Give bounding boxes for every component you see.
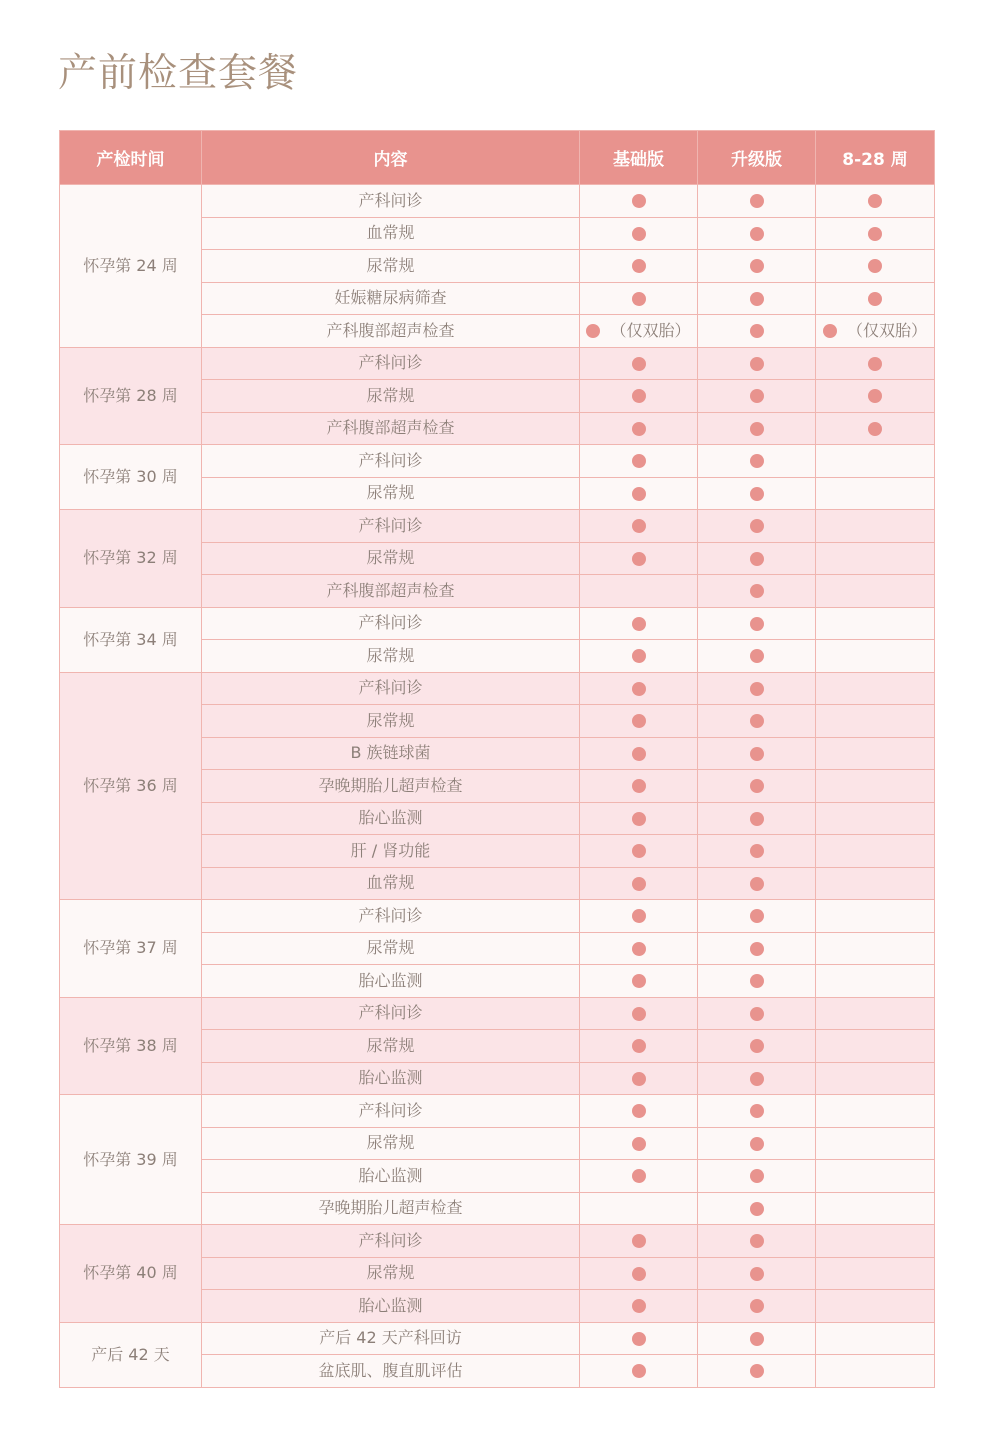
plan-cell-upgrade (698, 705, 816, 738)
exam-time-cell: 怀孕第 40 周 (60, 1225, 202, 1323)
plan-cell-upgrade (698, 607, 816, 640)
included-dot-icon (632, 877, 646, 891)
plan-cell-basic (580, 1192, 698, 1225)
plan-cell-upgrade (698, 217, 816, 250)
plan-cell-week828 (816, 1127, 935, 1160)
plan-cell-basic (580, 575, 698, 608)
exam-content-cell: 胎心监测 (202, 1062, 580, 1095)
plan-cell-basic (580, 607, 698, 640)
plan-cell-upgrade (698, 510, 816, 543)
plan-cell-basic (580, 672, 698, 705)
exam-content-cell: 尿常规 (202, 640, 580, 673)
included-dot-icon (632, 747, 646, 761)
plan-cell-week828 (816, 477, 935, 510)
plan-cell-upgrade (698, 1225, 816, 1258)
exam-content-cell: 尿常规 (202, 1257, 580, 1290)
plan-cell-basic (580, 1160, 698, 1193)
plan-cell-week828 (816, 1192, 935, 1225)
included-dot-icon (632, 714, 646, 728)
included-dot-icon (632, 942, 646, 956)
plan-cell-basic (580, 217, 698, 250)
plan-cell-upgrade (698, 770, 816, 803)
included-dot-icon (632, 1072, 646, 1086)
exam-content-cell: 产科腹部超声检查 (202, 575, 580, 608)
plan-cell-basic (580, 1257, 698, 1290)
plan-cell-upgrade (698, 1030, 816, 1063)
exam-content-cell: 产科问诊 (202, 1095, 580, 1128)
plan-cell-upgrade (698, 900, 816, 933)
exam-content-cell: B 族链球菌 (202, 737, 580, 770)
plan-cell-week828 (816, 575, 935, 608)
plan-cell-basic (580, 510, 698, 543)
exam-content-cell: 尿常规 (202, 705, 580, 738)
plan-cell-upgrade (698, 802, 816, 835)
exam-content-cell: 尿常规 (202, 477, 580, 510)
exam-content-cell: 肝 / 肾功能 (202, 835, 580, 868)
column-header-week-8-28: 8-28 周 (816, 131, 935, 185)
plan-cell-basic (580, 802, 698, 835)
included-dot-icon (632, 1039, 646, 1053)
included-dot-icon (868, 389, 882, 403)
included-dot-icon (750, 909, 764, 923)
exam-content-cell: 尿常规 (202, 380, 580, 413)
exam-time-cell: 怀孕第 37 周 (60, 900, 202, 998)
exam-content-cell: 产科问诊 (202, 997, 580, 1030)
plan-cell-basic (580, 412, 698, 445)
included-dot-icon (750, 422, 764, 436)
included-dot-icon (750, 649, 764, 663)
included-dot-icon (632, 1007, 646, 1021)
exam-content-cell: 产科腹部超声检查 (202, 315, 580, 348)
plan-cell-week828 (816, 965, 935, 998)
included-dot-icon (750, 1202, 764, 1216)
included-dot-icon (632, 1267, 646, 1281)
included-dot-icon (632, 682, 646, 696)
exam-time-cell: 怀孕第 28 周 (60, 347, 202, 445)
exam-content-cell: 产科问诊 (202, 510, 580, 543)
plan-cell-week828 (816, 737, 935, 770)
plan-cell-upgrade (698, 1192, 816, 1225)
included-dot-icon (632, 1234, 646, 1248)
exam-content-cell: 尿常规 (202, 1127, 580, 1160)
exam-time-cell: 怀孕第 36 周 (60, 672, 202, 900)
exam-time-cell: 怀孕第 34 周 (60, 607, 202, 672)
table-row (60, 672, 935, 705)
plan-cell-upgrade (698, 445, 816, 478)
plan-cell-upgrade (698, 185, 816, 218)
plan-cell-week828 (816, 1160, 935, 1193)
included-dot-icon (750, 324, 764, 338)
included-dot-icon (750, 682, 764, 696)
table-row (60, 347, 935, 380)
exam-content-cell: 胎心监测 (202, 1290, 580, 1323)
plan-cell-basic (580, 737, 698, 770)
included-dot-icon (750, 194, 764, 208)
plan-cell-upgrade (698, 1095, 816, 1128)
included-dot-icon (750, 844, 764, 858)
included-dot-icon (823, 324, 837, 338)
plan-cell-upgrade (698, 997, 816, 1030)
included-dot-icon (750, 584, 764, 598)
plan-cell-basic (580, 445, 698, 478)
plan-cell-basic (580, 347, 698, 380)
plan-cell-week828 (816, 250, 935, 283)
plan-cell-week828 (816, 770, 935, 803)
plan-cell-upgrade (698, 1127, 816, 1160)
included-dot-icon (868, 227, 882, 241)
included-dot-icon (632, 617, 646, 631)
plan-cell-upgrade (698, 867, 816, 900)
included-dot-icon (632, 1364, 646, 1378)
included-dot-icon (750, 1332, 764, 1346)
column-header-time: 产检时间 (60, 131, 202, 185)
column-header-basic: 基础版 (580, 131, 698, 185)
plan-cell-upgrade (698, 965, 816, 998)
included-dot-icon (586, 324, 600, 338)
plan-cell-upgrade (698, 1355, 816, 1388)
plan-cell-week828 (816, 510, 935, 543)
included-dot-icon (632, 519, 646, 533)
exam-time-cell: 怀孕第 32 周 (60, 510, 202, 608)
plan-cell-basic (580, 900, 698, 933)
plan-cell-week828 (816, 867, 935, 900)
exam-content-cell: 产科问诊 (202, 672, 580, 705)
plan-cell-upgrade (698, 1257, 816, 1290)
included-dot-icon (632, 1169, 646, 1183)
exam-content-cell: 孕晚期胎儿超声检查 (202, 1192, 580, 1225)
plan-cell-basic (580, 932, 698, 965)
plan-cell-upgrade (698, 575, 816, 608)
included-dot-icon (750, 389, 764, 403)
plan-cell-upgrade (698, 1290, 816, 1323)
plan-cell-upgrade (698, 640, 816, 673)
table-row (60, 1322, 935, 1355)
included-dot-icon (632, 1332, 646, 1346)
plan-cell-basic (580, 380, 698, 413)
package-table (59, 130, 935, 1388)
exam-content-cell: 胎心监测 (202, 1160, 580, 1193)
included-dot-icon (632, 259, 646, 273)
plan-cell-week828 (816, 1062, 935, 1095)
exam-time-cell: 怀孕第 38 周 (60, 997, 202, 1095)
plan-cell-week828 (816, 1095, 935, 1128)
plan-cell-upgrade (698, 737, 816, 770)
plan-cell-basic (580, 705, 698, 738)
plan-cell-basic (580, 965, 698, 998)
table-header (60, 131, 935, 185)
included-dot-icon (750, 779, 764, 793)
included-dot-icon (750, 292, 764, 306)
exam-content-cell: 产科问诊 (202, 900, 580, 933)
included-dot-icon (632, 812, 646, 826)
included-dot-icon (750, 1364, 764, 1378)
plan-cell-upgrade (698, 932, 816, 965)
column-header-content: 内容 (202, 131, 580, 185)
exam-time-cell: 产后 42 天 (60, 1322, 202, 1387)
included-dot-icon (750, 1104, 764, 1118)
plan-cell-week828 (816, 640, 935, 673)
plan-cell-week828 (816, 1030, 935, 1063)
included-dot-icon (750, 974, 764, 988)
exam-content-cell: 尿常规 (202, 1030, 580, 1063)
included-dot-icon (750, 357, 764, 371)
included-dot-icon (750, 1072, 764, 1086)
plan-cell-week828 (816, 347, 935, 380)
exam-content-cell: 产科问诊 (202, 1225, 580, 1258)
exam-time-cell: 怀孕第 30 周 (60, 445, 202, 510)
plan-cell-upgrade (698, 1160, 816, 1193)
included-dot-icon (632, 194, 646, 208)
plan-cell-basic (580, 1225, 698, 1258)
included-dot-icon (632, 1104, 646, 1118)
included-dot-icon (632, 552, 646, 566)
included-dot-icon (632, 227, 646, 241)
plan-cell-week828 (816, 900, 935, 933)
plan-cell-week828 (816, 835, 935, 868)
exam-content-cell: 尿常规 (202, 932, 580, 965)
plan-cell-week828 (816, 672, 935, 705)
included-dot-icon (750, 227, 764, 241)
plan-cell-basic (580, 250, 698, 283)
plan-cell-basic (580, 640, 698, 673)
included-dot-icon (750, 617, 764, 631)
plan-cell-week828 (816, 315, 935, 348)
included-dot-icon (632, 779, 646, 793)
included-dot-icon (632, 1137, 646, 1151)
plan-cell-week828 (816, 705, 935, 738)
included-dot-icon (632, 487, 646, 501)
plan-cell-week828 (816, 282, 935, 315)
included-dot-icon (750, 259, 764, 273)
exam-content-cell: 产科问诊 (202, 445, 580, 478)
plan-cell-week828 (816, 542, 935, 575)
included-dot-icon (750, 942, 764, 956)
plan-cell-basic (580, 1030, 698, 1063)
plan-cell-week828 (816, 1322, 935, 1355)
included-dot-icon (750, 1267, 764, 1281)
included-dot-icon (632, 974, 646, 988)
plan-cell-basic (580, 1127, 698, 1160)
exam-content-cell: 盆底肌、腹直肌评估 (202, 1355, 580, 1388)
plan-cell-basic (580, 1095, 698, 1128)
included-dot-icon (632, 454, 646, 468)
exam-content-cell: 产科腹部超声检查 (202, 412, 580, 445)
exam-content-cell: 产科问诊 (202, 607, 580, 640)
exam-content-cell: 产科问诊 (202, 347, 580, 380)
included-dot-icon (750, 1169, 764, 1183)
plan-cell-week828 (816, 217, 935, 250)
exam-content-cell: 产后 42 天产科回访 (202, 1322, 580, 1355)
included-dot-icon (750, 1299, 764, 1313)
table-row (60, 900, 935, 933)
plan-cell-week828 (816, 185, 935, 218)
plan-cell-week828 (816, 1225, 935, 1258)
plan-cell-week828 (816, 445, 935, 478)
included-dot-icon (750, 747, 764, 761)
plan-cell-basic (580, 1322, 698, 1355)
plan-cell-upgrade (698, 282, 816, 315)
table-row (60, 510, 935, 543)
table-row (60, 445, 935, 478)
included-dot-icon (632, 389, 646, 403)
plan-cell-basic (580, 1062, 698, 1095)
included-dot-icon (632, 909, 646, 923)
plan-cell-week828 (816, 1257, 935, 1290)
included-dot-icon (750, 1234, 764, 1248)
plan-cell-upgrade (698, 672, 816, 705)
plan-cell-basic (580, 835, 698, 868)
exam-content-cell: 孕晚期胎儿超声检查 (202, 770, 580, 803)
plan-cell-basic (580, 185, 698, 218)
included-dot-icon (750, 877, 764, 891)
included-dot-icon (750, 1039, 764, 1053)
plan-cell-week828 (816, 932, 935, 965)
included-dot-icon (750, 552, 764, 566)
exam-content-cell: 胎心监测 (202, 802, 580, 835)
exam-time-cell: 怀孕第 39 周 (60, 1095, 202, 1225)
plan-cell-upgrade (698, 835, 816, 868)
column-header-upgrade: 升级版 (698, 131, 816, 185)
plan-cell-upgrade (698, 380, 816, 413)
plan-cell-upgrade (698, 412, 816, 445)
plan-note: （仅双胎） (846, 321, 927, 340)
exam-content-cell: 尿常规 (202, 250, 580, 283)
plan-cell-basic (580, 1355, 698, 1388)
table-row (60, 997, 935, 1030)
header-row (60, 131, 935, 185)
plan-cell-week828 (816, 412, 935, 445)
plan-cell-basic (580, 315, 698, 348)
exam-content-cell: 血常规 (202, 867, 580, 900)
included-dot-icon (632, 422, 646, 436)
included-dot-icon (868, 357, 882, 371)
plan-cell-week828 (816, 802, 935, 835)
included-dot-icon (632, 1299, 646, 1313)
exam-time-cell: 怀孕第 24 周 (60, 185, 202, 348)
table-row (60, 607, 935, 640)
plan-cell-basic (580, 770, 698, 803)
plan-cell-upgrade (698, 1322, 816, 1355)
included-dot-icon (632, 292, 646, 306)
plan-cell-upgrade (698, 347, 816, 380)
plan-cell-upgrade (698, 250, 816, 283)
plan-cell-week828 (816, 1355, 935, 1388)
included-dot-icon (868, 292, 882, 306)
plan-cell-basic (580, 867, 698, 900)
exam-content-cell: 胎心监测 (202, 965, 580, 998)
included-dot-icon (868, 422, 882, 436)
plan-cell-basic (580, 1290, 698, 1323)
table-row (60, 1095, 935, 1128)
included-dot-icon (750, 1137, 764, 1151)
included-dot-icon (868, 259, 882, 273)
page-title: 产前检查套餐 (58, 51, 299, 96)
table-body (60, 185, 935, 1388)
plan-cell-upgrade (698, 315, 816, 348)
exam-content-cell: 产科问诊 (202, 185, 580, 218)
plan-cell-basic (580, 542, 698, 575)
plan-cell-week828 (816, 380, 935, 413)
plan-cell-basic (580, 477, 698, 510)
included-dot-icon (868, 194, 882, 208)
table-row (60, 185, 935, 218)
included-dot-icon (750, 714, 764, 728)
included-dot-icon (632, 357, 646, 371)
plan-cell-upgrade (698, 477, 816, 510)
plan-cell-basic (580, 997, 698, 1030)
included-dot-icon (632, 844, 646, 858)
plan-cell-week828 (816, 607, 935, 640)
included-dot-icon (632, 649, 646, 663)
plan-cell-basic (580, 282, 698, 315)
plan-cell-week828 (816, 997, 935, 1030)
included-dot-icon (750, 487, 764, 501)
plan-cell-upgrade (698, 1062, 816, 1095)
included-dot-icon (750, 454, 764, 468)
plan-cell-upgrade (698, 542, 816, 575)
exam-content-cell: 尿常规 (202, 542, 580, 575)
plan-note: （仅双胎） (610, 321, 691, 340)
plan-cell-week828 (816, 1290, 935, 1323)
included-dot-icon (750, 1007, 764, 1021)
exam-content-cell: 血常规 (202, 217, 580, 250)
exam-content-cell: 妊娠糖尿病筛查 (202, 282, 580, 315)
included-dot-icon (750, 812, 764, 826)
table-row (60, 1225, 935, 1258)
included-dot-icon (750, 519, 764, 533)
